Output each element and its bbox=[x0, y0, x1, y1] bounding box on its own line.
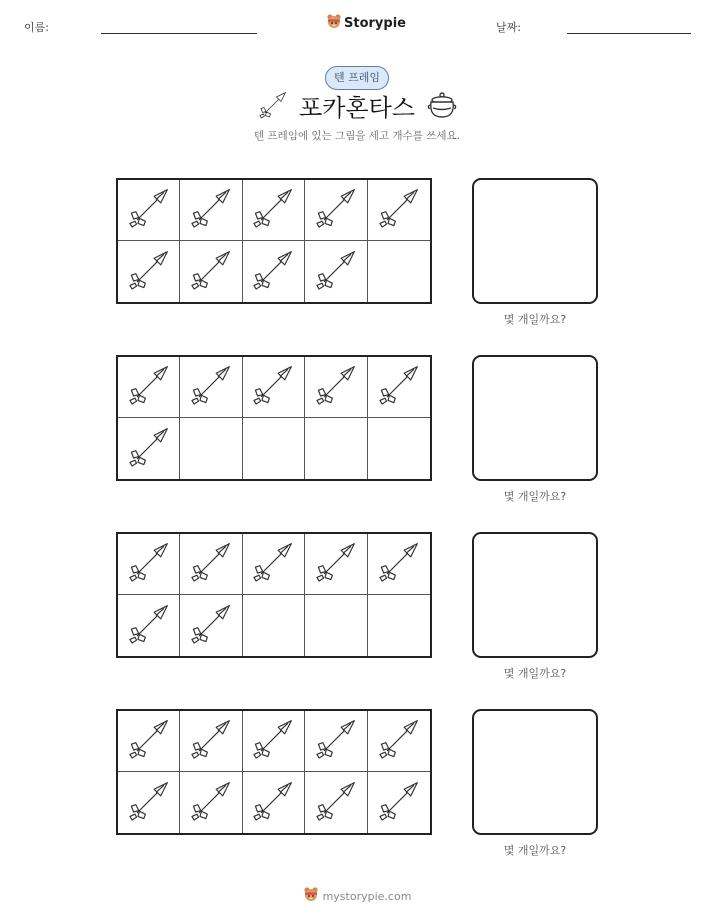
footer bbox=[0, 886, 714, 906]
ten-frame-cell bbox=[180, 357, 242, 418]
topic-badge: 텐 프레임 bbox=[325, 66, 389, 90]
ten-frame-cell bbox=[368, 595, 430, 656]
ten-frame-cell bbox=[180, 241, 242, 302]
ten-frame-cell bbox=[118, 595, 180, 656]
ten-frame-cell bbox=[118, 418, 180, 479]
ten-frame-cell bbox=[305, 180, 367, 241]
question-text: 몇 개일까요? bbox=[503, 667, 567, 680]
ten-frame-cell bbox=[243, 418, 305, 479]
ten-frame bbox=[116, 709, 432, 835]
ten-frame bbox=[116, 532, 432, 658]
ten-frame-cell bbox=[305, 241, 367, 302]
ten-frame-cell bbox=[368, 357, 430, 418]
ten-frame bbox=[116, 178, 432, 304]
arrow-icon bbox=[189, 186, 233, 234]
arrow-icon bbox=[251, 248, 295, 296]
ten-frame-cell bbox=[368, 534, 430, 595]
arrow-icon bbox=[251, 717, 295, 765]
arrow-icon bbox=[377, 363, 421, 411]
ten-frame-cell bbox=[243, 241, 305, 302]
ten-frame-cell bbox=[118, 241, 180, 302]
brand-logo bbox=[326, 13, 406, 33]
arrow-icon bbox=[377, 779, 421, 827]
arrow-icon bbox=[127, 717, 171, 765]
date-label: 날짜: bbox=[496, 21, 521, 34]
arrow-icon bbox=[189, 363, 233, 411]
arrow-icon bbox=[251, 779, 295, 827]
ten-frame-cell bbox=[305, 711, 367, 772]
arrow-icon bbox=[127, 779, 171, 827]
arrow-icon bbox=[189, 248, 233, 296]
ten-frame-cell bbox=[368, 241, 430, 302]
arrow-icon bbox=[314, 779, 358, 827]
ten-frame-cell bbox=[243, 711, 305, 772]
bear-mascot-icon bbox=[326, 13, 342, 33]
ten-frame-cell bbox=[118, 357, 180, 418]
ten-frame-cell bbox=[243, 595, 305, 656]
question-text: 몇 개일까요? bbox=[503, 490, 567, 503]
ten-frame bbox=[116, 355, 432, 481]
ten-frame-cell bbox=[368, 180, 430, 241]
question-text: 몇 개일까요? bbox=[503, 844, 567, 857]
answer-box[interactable] bbox=[472, 532, 598, 658]
ten-frame-cell bbox=[368, 418, 430, 479]
ten-frame-cell bbox=[368, 711, 430, 772]
arrow-icon bbox=[314, 248, 358, 296]
answer-box[interactable] bbox=[472, 355, 598, 481]
ten-frame-cell bbox=[243, 772, 305, 833]
ten-frame-cell bbox=[180, 418, 242, 479]
ten-frame-cell bbox=[118, 534, 180, 595]
ten-frame-cell bbox=[180, 711, 242, 772]
ten-frame-cell bbox=[180, 180, 242, 241]
ten-frame-cell bbox=[118, 180, 180, 241]
arrow-icon bbox=[189, 717, 233, 765]
arrow-icon bbox=[314, 717, 358, 765]
arrow-icon bbox=[189, 602, 233, 650]
name-label: 이름: bbox=[24, 21, 49, 34]
ten-frame-cell bbox=[368, 772, 430, 833]
arrow-icon bbox=[251, 540, 295, 588]
arrow-icon bbox=[127, 425, 171, 473]
arrow-icon bbox=[377, 186, 421, 234]
arrow-icon bbox=[251, 186, 295, 234]
ten-frame-cell bbox=[180, 595, 242, 656]
instructions: 텐 프레임에 있는 그림을 세고 개수를 쓰세요. bbox=[254, 130, 460, 142]
ten-frame-cell bbox=[243, 180, 305, 241]
ten-frame-cell bbox=[305, 534, 367, 595]
ten-frame-cell bbox=[243, 534, 305, 595]
ten-frame-cell bbox=[180, 534, 242, 595]
ten-frame-cell bbox=[118, 711, 180, 772]
answer-box[interactable] bbox=[472, 178, 598, 304]
answer-box[interactable] bbox=[472, 709, 598, 835]
ten-frame-cell bbox=[305, 595, 367, 656]
arrow-icon bbox=[127, 248, 171, 296]
name-field[interactable] bbox=[101, 33, 257, 34]
ten-frame-cell bbox=[243, 357, 305, 418]
bear-mascot-icon bbox=[303, 886, 319, 906]
arrow-icon bbox=[127, 363, 171, 411]
ten-frame-cell bbox=[305, 357, 367, 418]
arrow-icon bbox=[189, 779, 233, 827]
arrow-icon bbox=[314, 363, 358, 411]
arrow-icon bbox=[189, 540, 233, 588]
pot-icon bbox=[426, 91, 458, 123]
arrow-icon bbox=[127, 602, 171, 650]
footer-url: mystorypie.com bbox=[322, 889, 412, 903]
ten-frame-cell bbox=[305, 418, 367, 479]
arrow-icon bbox=[377, 540, 421, 588]
arrow-icon bbox=[314, 540, 358, 588]
ten-frame-cell bbox=[180, 772, 242, 833]
question-text: 몇 개일까요? bbox=[503, 313, 567, 326]
arrow-icon bbox=[314, 186, 358, 234]
ten-frame-cell bbox=[305, 772, 367, 833]
ten-frame-cell bbox=[118, 772, 180, 833]
arrow-icon bbox=[127, 186, 171, 234]
brand-name: Storypie bbox=[344, 15, 406, 31]
page-title: 포카혼타스 bbox=[299, 94, 415, 122]
arrow-icon bbox=[377, 717, 421, 765]
arrow-icon bbox=[127, 540, 171, 588]
date-field[interactable] bbox=[567, 33, 691, 34]
arrow-icon bbox=[251, 363, 295, 411]
